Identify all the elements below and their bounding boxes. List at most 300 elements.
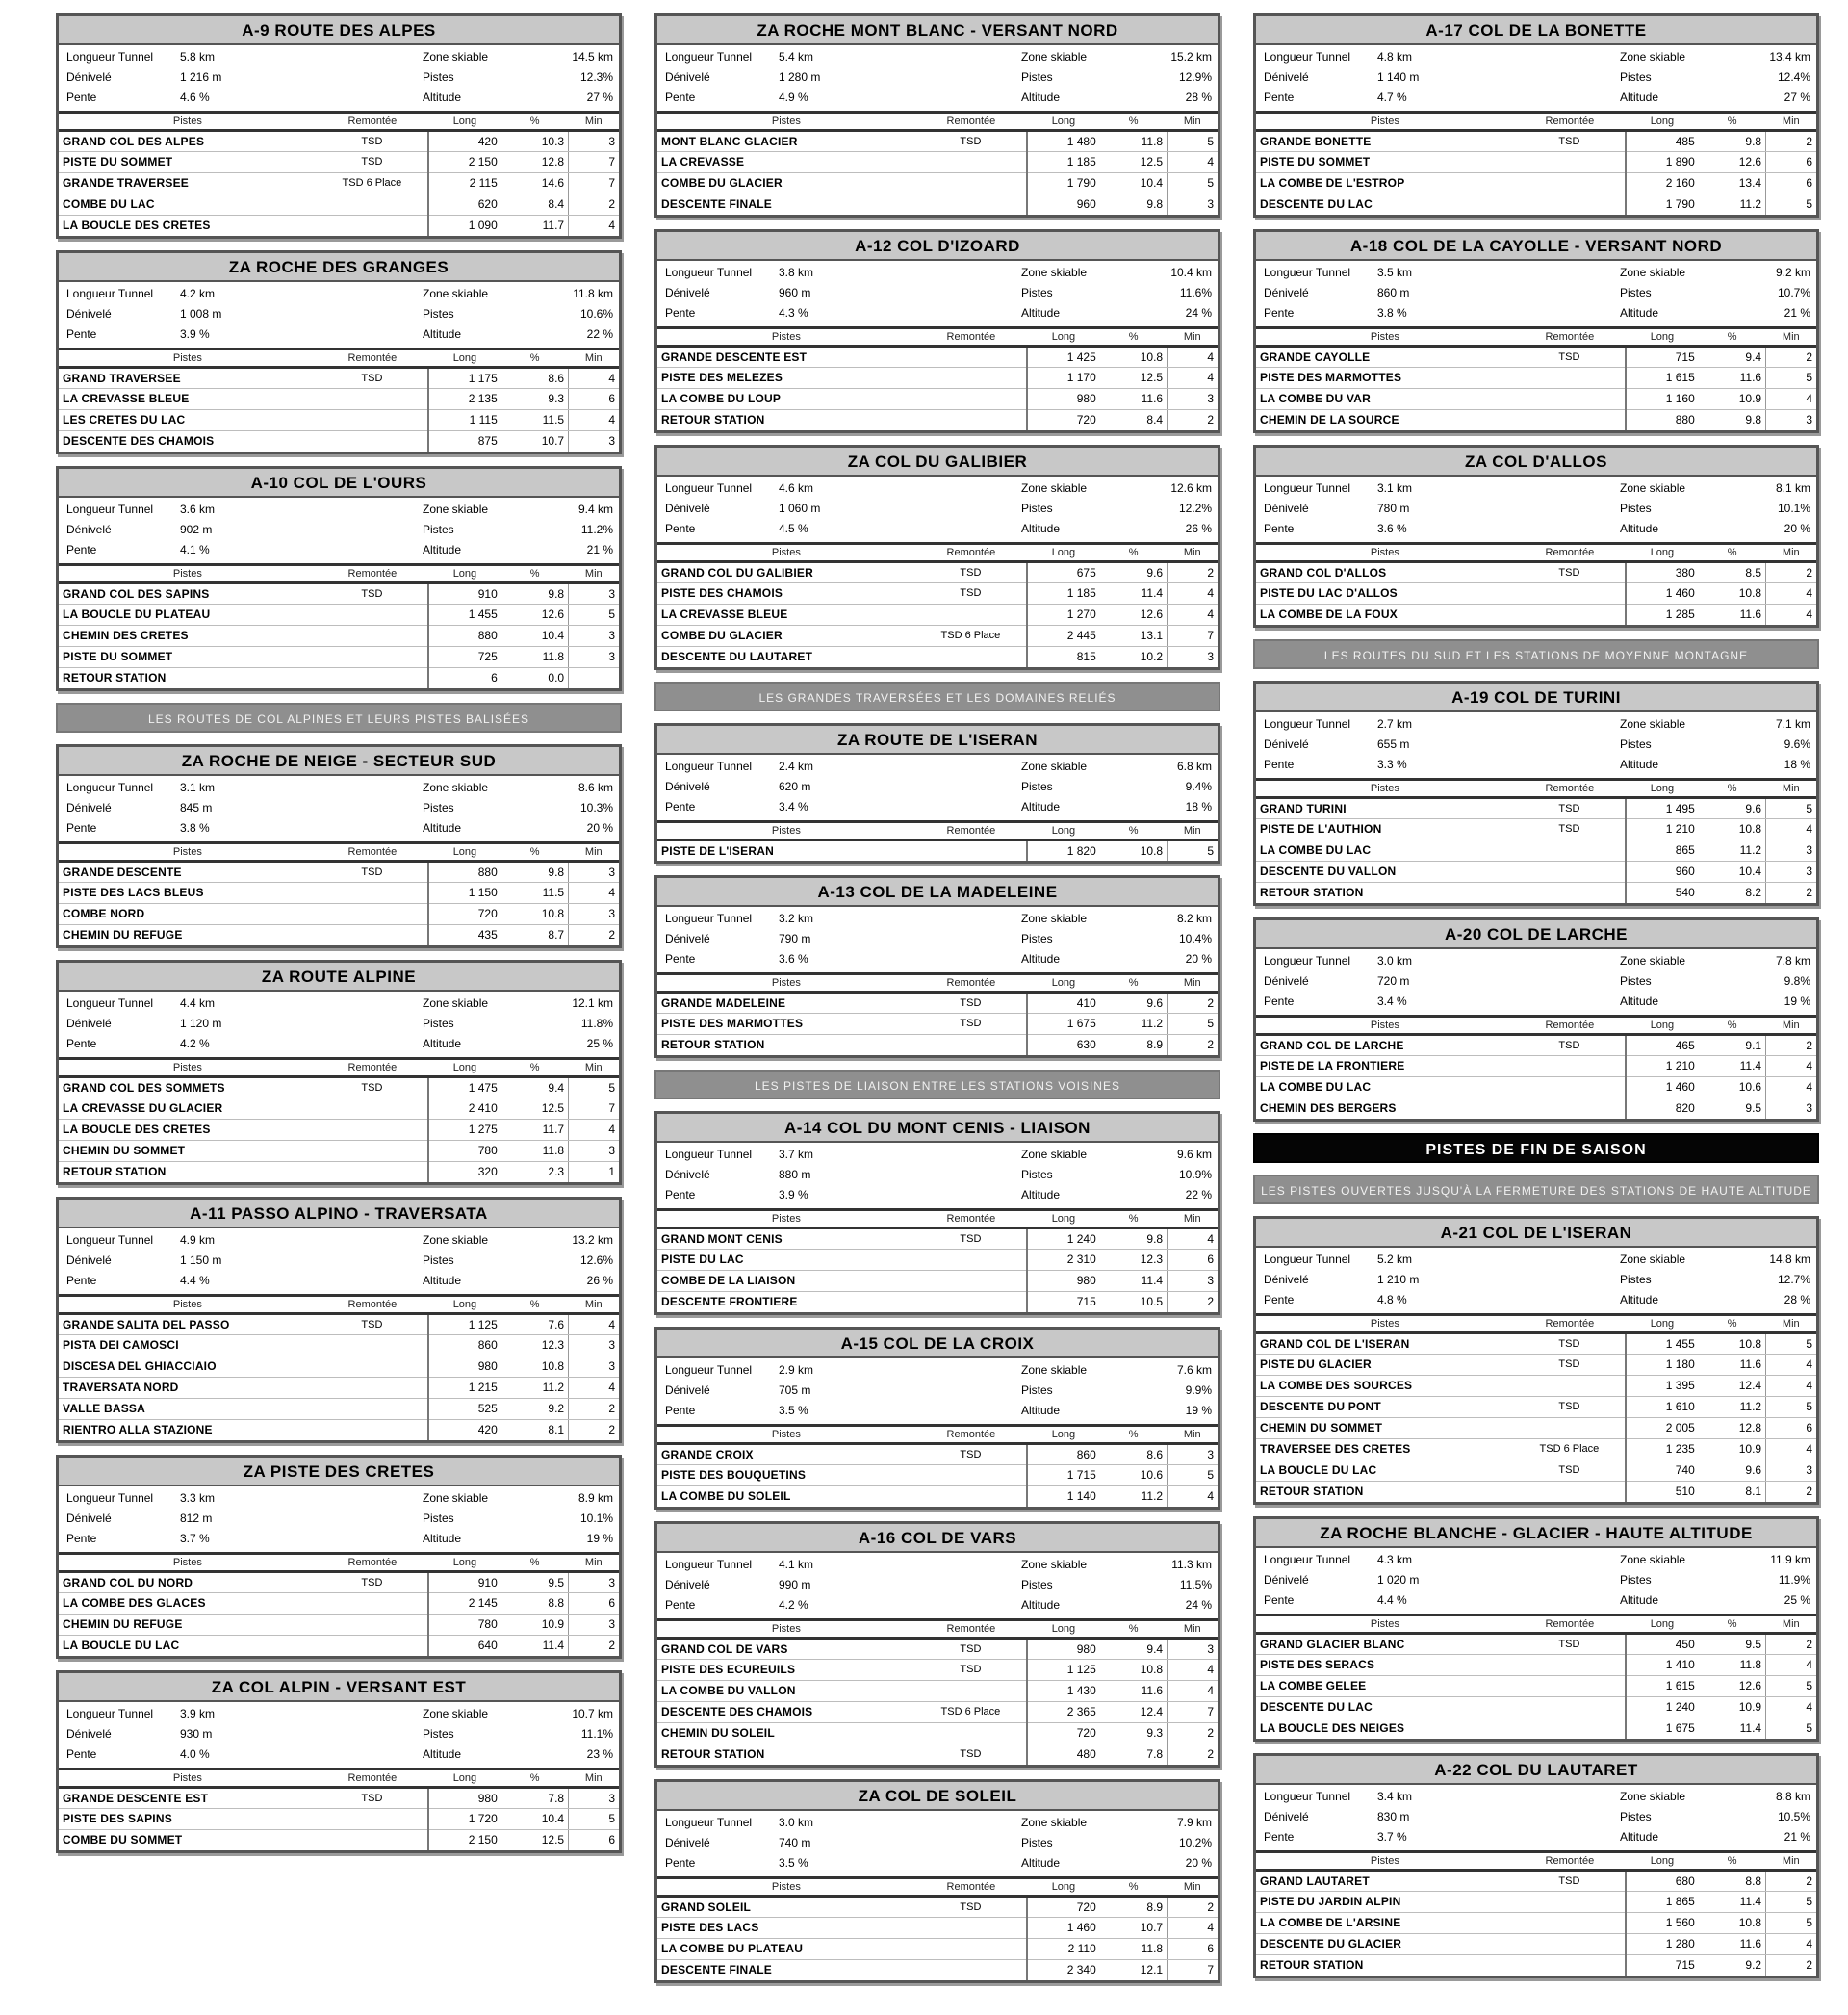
run-name: LA BOUCLE DU LAC bbox=[63, 1639, 180, 1653]
stat-spacer bbox=[871, 1854, 1021, 1873]
run-percent: 9.8 bbox=[1745, 413, 1762, 427]
stat-value: 8.1 km bbox=[1775, 481, 1810, 495]
run-name: PISTE DES BOUQUETINS bbox=[657, 1464, 915, 1485]
stat-label: Altitude bbox=[1021, 1856, 1061, 1870]
runs-table bbox=[1256, 545, 1816, 625]
stat-value: 9.4% bbox=[1185, 780, 1212, 793]
run-length: 860 bbox=[1027, 1443, 1100, 1464]
run-percent: 11.4 bbox=[1739, 1721, 1762, 1736]
run-name: RETOUR STATION bbox=[661, 413, 765, 427]
table-row bbox=[59, 1635, 619, 1656]
stat-value: 12.6 km bbox=[1170, 481, 1212, 495]
run-length: 980 bbox=[1027, 1638, 1100, 1659]
run-lift bbox=[1514, 1076, 1626, 1098]
stat-value: 26 % bbox=[1185, 522, 1212, 535]
run-lift: TSD bbox=[1514, 1034, 1626, 1055]
stat-label: Altitude bbox=[1620, 306, 1659, 320]
stat-value: 10.7 km bbox=[572, 1707, 613, 1720]
stat-label: Pente bbox=[665, 1404, 696, 1417]
run-minutes: 4 bbox=[1766, 388, 1816, 409]
route-title: A-14 COL DU MONT CENIS - LIAISON bbox=[657, 1114, 1218, 1143]
run-length: 715 bbox=[1626, 346, 1699, 367]
route-block bbox=[654, 229, 1220, 433]
table-row bbox=[59, 151, 619, 172]
stat-spacer bbox=[1470, 1291, 1620, 1309]
column-2 bbox=[654, 13, 1220, 1995]
runs-table bbox=[657, 1879, 1218, 1980]
stat-label: Pistes bbox=[1021, 502, 1053, 515]
run-lift bbox=[317, 667, 428, 688]
header-min: Min bbox=[1168, 1211, 1218, 1227]
run-length: 1 820 bbox=[1066, 843, 1096, 858]
run-minutes: 5 bbox=[569, 1808, 619, 1829]
stat-label: Zone skiable bbox=[423, 781, 489, 794]
run-minutes: 2 bbox=[1168, 561, 1218, 582]
stat-label: Longueur Tunnel bbox=[1264, 266, 1351, 279]
stat-label: Pistes bbox=[1620, 974, 1652, 988]
run-name: PISTE DE L'ISERAN bbox=[661, 843, 774, 858]
run-length: 960 bbox=[1626, 861, 1699, 882]
run-lift: TSD bbox=[915, 1013, 1027, 1034]
header-pct: % bbox=[1699, 329, 1766, 346]
stat-value: 26 % bbox=[586, 1274, 613, 1287]
runs-table bbox=[59, 350, 619, 452]
route-stats bbox=[657, 1358, 1218, 1427]
header-remontee: Remontée bbox=[1514, 545, 1626, 561]
stat-label: Longueur Tunnel bbox=[1264, 717, 1351, 731]
run-name: PISTE DU SOMMET bbox=[59, 646, 317, 667]
route-block bbox=[56, 13, 622, 239]
run-length: 720 bbox=[1027, 1896, 1100, 1917]
stat-label: Zone skiable bbox=[1620, 1790, 1686, 1803]
run-minutes: 5 bbox=[1766, 1396, 1816, 1417]
header-remontee: Remontée bbox=[317, 350, 428, 367]
stat-value: 4.6 % bbox=[180, 90, 210, 104]
stat-label: Longueur Tunnel bbox=[665, 1363, 753, 1377]
run-lift: TSD bbox=[915, 561, 1027, 582]
run-name: RETOUR STATION bbox=[63, 1165, 167, 1179]
stat-label: Pistes bbox=[1021, 1168, 1053, 1181]
stat-value: 4.2 % bbox=[180, 1037, 210, 1050]
section-banner: LES ROUTES DE COL ALPINES ET LEURS PISTES BALISÉES bbox=[56, 703, 622, 733]
stat-value: 830 m bbox=[1377, 1810, 1410, 1823]
stat-value: 3.1 km bbox=[1377, 481, 1413, 495]
run-name: PISTE DE L'AUTHION bbox=[1256, 818, 1514, 840]
run-lift: TSD bbox=[915, 130, 1027, 151]
run-length: 1 560 bbox=[1626, 1912, 1699, 1933]
run-minutes: 2 bbox=[569, 1635, 619, 1656]
stat-value: 13.4 km bbox=[1769, 50, 1810, 64]
run-minutes: 6 bbox=[1168, 1249, 1218, 1270]
table-row bbox=[1256, 1718, 1816, 1739]
table-row bbox=[1256, 1098, 1816, 1119]
stat-label: Pente bbox=[665, 1188, 696, 1201]
run-minutes: 4 bbox=[569, 1119, 619, 1140]
run-length: 960 bbox=[1076, 197, 1096, 212]
run-percent: 10.8 bbox=[1100, 1659, 1168, 1680]
header-pct: % bbox=[501, 114, 569, 130]
header-remontee: Remontée bbox=[317, 844, 428, 861]
run-name: CHEMIN DES CRETES bbox=[59, 625, 317, 646]
run-minutes: 3 bbox=[1168, 1270, 1218, 1291]
run-length: 1 185 bbox=[1027, 151, 1100, 172]
run-length: 725 bbox=[428, 646, 501, 667]
stat-value: 4.9 % bbox=[779, 90, 808, 104]
run-name: DISCESA DEL GHIACCIAIO bbox=[59, 1356, 317, 1377]
run-length: 2 160 bbox=[1626, 172, 1699, 194]
table-row bbox=[657, 409, 1218, 430]
run-lift bbox=[1514, 388, 1626, 409]
run-lift bbox=[915, 1938, 1027, 1959]
route-block bbox=[654, 13, 1220, 218]
stat-spacer bbox=[1470, 1808, 1620, 1826]
run-lift bbox=[1514, 1912, 1626, 1933]
stat-value: 9.9% bbox=[1185, 1383, 1212, 1397]
run-lift bbox=[317, 1614, 428, 1635]
stat-label: Pistes bbox=[1620, 502, 1652, 515]
run-name: LA COMBE DU VAR bbox=[1256, 388, 1514, 409]
run-percent: 8.4 bbox=[1146, 413, 1164, 427]
run-minutes: 3 bbox=[1168, 194, 1218, 215]
stat-label: Pistes bbox=[423, 523, 454, 536]
stat-label: Zone skiable bbox=[423, 50, 489, 64]
route-block bbox=[56, 744, 622, 948]
run-name: RETOUR STATION bbox=[1260, 1485, 1364, 1499]
run-minutes: 2 bbox=[1766, 561, 1816, 582]
run-lift bbox=[317, 1140, 428, 1161]
header-long: Long bbox=[1027, 545, 1100, 561]
stat-value: 24 % bbox=[1185, 306, 1212, 320]
run-lift bbox=[1514, 1891, 1626, 1912]
run-name: DESCENTE DES CHAMOIS bbox=[657, 1701, 915, 1722]
run-name: PISTE DES LACS bbox=[657, 1917, 915, 1938]
table-row bbox=[657, 1227, 1218, 1249]
run-lift: TSD bbox=[1514, 561, 1626, 582]
route-stats bbox=[59, 1702, 619, 1770]
stat-spacer bbox=[272, 325, 423, 344]
route-title: ZA COL ALPIN - VERSANT EST bbox=[59, 1673, 619, 1702]
stat-value: 27 % bbox=[586, 90, 613, 104]
stat-label: Pente bbox=[66, 821, 97, 835]
run-name: PISTE DU SOMMET bbox=[59, 151, 317, 172]
stat-label: Dénivelé bbox=[1264, 737, 1309, 751]
column-1 bbox=[56, 13, 622, 1865]
stat-label: Altitude bbox=[423, 1274, 462, 1287]
table-row bbox=[657, 1701, 1218, 1722]
run-length: 720 bbox=[1076, 413, 1096, 427]
run-length: 980 bbox=[1027, 388, 1100, 409]
stat-label: Altitude bbox=[1021, 1598, 1061, 1612]
run-lift bbox=[1514, 1481, 1626, 1502]
run-name: PISTE DU SOMMET bbox=[1256, 151, 1514, 172]
run-length: 2 445 bbox=[1027, 625, 1100, 646]
stat-label: Altitude bbox=[423, 90, 462, 104]
stat-value: 4.8 km bbox=[1377, 50, 1413, 64]
header-remontee: Remontée bbox=[1514, 114, 1626, 130]
table-row bbox=[1256, 797, 1816, 818]
runs-table bbox=[59, 114, 619, 236]
header-long: Long bbox=[1626, 1018, 1699, 1034]
stat-label: Pente bbox=[1264, 758, 1295, 771]
table-row bbox=[59, 215, 619, 236]
run-lift bbox=[1514, 409, 1626, 430]
route-stats bbox=[1256, 261, 1816, 329]
runs-header-row bbox=[657, 823, 1218, 840]
stat-label: Zone skiable bbox=[1620, 1253, 1686, 1266]
stat-value: 3.6 % bbox=[1377, 522, 1407, 535]
stat-value: 10.7% bbox=[1777, 286, 1810, 299]
stat-value: 4.3 km bbox=[1377, 1553, 1413, 1566]
stat-value: 12.3% bbox=[579, 70, 613, 84]
header-piste: Pistes bbox=[657, 1621, 915, 1638]
stat-label: Zone skiable bbox=[1021, 481, 1088, 495]
run-length: 1 240 bbox=[1626, 1696, 1699, 1718]
stat-label: Zone skiable bbox=[423, 1233, 489, 1247]
run-percent: 11.8 bbox=[501, 1140, 569, 1161]
column-3 bbox=[1253, 13, 1819, 1990]
stat-label: Dénivelé bbox=[66, 523, 112, 536]
run-name: LA COMBE DE L'ESTROP bbox=[1256, 172, 1514, 194]
stat-label: Pistes bbox=[423, 1727, 454, 1741]
run-percent: 10.9 bbox=[1699, 1696, 1766, 1718]
table-row bbox=[59, 604, 619, 625]
header-pct: % bbox=[1100, 114, 1168, 130]
header-remontee: Remontée bbox=[317, 1770, 428, 1787]
table-row bbox=[657, 367, 1218, 388]
stat-label: Longueur Tunnel bbox=[1264, 954, 1351, 968]
stat-label: Longueur Tunnel bbox=[1264, 481, 1351, 495]
run-percent: 0.0 bbox=[548, 671, 565, 685]
run-name: LA COMBE DU VALLON bbox=[657, 1680, 915, 1701]
route-stats bbox=[59, 498, 619, 566]
runs-table bbox=[1256, 1018, 1816, 1119]
header-pct: % bbox=[1699, 114, 1766, 130]
route-block bbox=[56, 466, 622, 691]
stat-spacer bbox=[871, 1596, 1021, 1615]
stat-value: 4.7 % bbox=[1377, 90, 1407, 104]
runs-header-row bbox=[657, 1427, 1218, 1443]
stat-label: Pistes bbox=[423, 70, 454, 84]
stat-label: Zone skiable bbox=[423, 1707, 489, 1720]
table-row bbox=[1256, 1055, 1816, 1076]
route-block bbox=[654, 1521, 1220, 1768]
stat-label: Zone skiable bbox=[1620, 717, 1686, 731]
run-minutes: 5 bbox=[1168, 1013, 1218, 1034]
run-minutes: 5 bbox=[1766, 194, 1816, 215]
table-row bbox=[59, 1377, 619, 1398]
header-long: Long bbox=[1626, 329, 1699, 346]
run-length: 480 bbox=[1076, 1747, 1096, 1762]
stat-label: Altitude bbox=[423, 1037, 462, 1050]
run-percent: 11.2 bbox=[1699, 840, 1766, 861]
stat-label: Dénivelé bbox=[665, 932, 710, 945]
run-percent: 7.6 bbox=[501, 1313, 569, 1334]
header-min: Min bbox=[1766, 1853, 1816, 1870]
route-block bbox=[1253, 917, 1819, 1122]
run-minutes: 7 bbox=[569, 151, 619, 172]
stat-value: 10.4% bbox=[1178, 932, 1212, 945]
run-name: DESCENTE DU PONT bbox=[1256, 1396, 1514, 1417]
stat-value: 780 m bbox=[1377, 502, 1410, 515]
stat-spacer bbox=[1470, 736, 1620, 754]
run-lift bbox=[317, 1377, 428, 1398]
stat-label: Altitude bbox=[423, 327, 462, 341]
header-long: Long bbox=[428, 1555, 501, 1571]
stat-label: Pente bbox=[665, 1856, 696, 1870]
run-length: 1 425 bbox=[1027, 346, 1100, 367]
header-remontee: Remontée bbox=[317, 114, 428, 130]
run-percent: 10.6 bbox=[1100, 1464, 1168, 1485]
run-lift bbox=[915, 1270, 1027, 1291]
stat-value: 14.8 km bbox=[1769, 1253, 1810, 1266]
run-minutes: 4 bbox=[1168, 1680, 1218, 1701]
run-minutes: 5 bbox=[1766, 1332, 1816, 1354]
stat-label: Longueur Tunnel bbox=[66, 1707, 154, 1720]
run-minutes: 3 bbox=[569, 1571, 619, 1592]
run-length: 1 115 bbox=[428, 409, 501, 430]
run-percent: 10.7 bbox=[541, 434, 565, 449]
run-name: PISTE DU LAC bbox=[657, 1249, 915, 1270]
table-row bbox=[657, 194, 1218, 215]
run-lift bbox=[1514, 1654, 1626, 1675]
table-row bbox=[59, 667, 619, 688]
run-name: GRAND COL DES SAPINS bbox=[59, 582, 317, 604]
route-stats bbox=[1256, 1785, 1816, 1853]
header-min: Min bbox=[1766, 781, 1816, 797]
stat-value: 8.9 km bbox=[578, 1491, 613, 1505]
stat-value: 3.4 % bbox=[1377, 995, 1407, 1008]
run-length: 815 bbox=[1076, 650, 1096, 664]
run-name: PISTE DE LA FRONTIERE bbox=[1256, 1055, 1514, 1076]
route-title: A-18 COL DE LA CAYOLLE - VERSANT NORD bbox=[1256, 232, 1816, 261]
stat-value: 28 % bbox=[1784, 1293, 1810, 1306]
run-lift: TSD bbox=[317, 130, 428, 151]
run-minutes: 3 bbox=[1766, 840, 1816, 861]
run-length: 6 bbox=[491, 671, 498, 685]
run-percent: 9.8 bbox=[501, 582, 569, 604]
stat-label: Dénivelé bbox=[665, 1168, 710, 1181]
stat-label: Pente bbox=[665, 1598, 696, 1612]
header-piste: Pistes bbox=[59, 1770, 317, 1787]
table-row bbox=[657, 1659, 1218, 1680]
stat-label: Longueur Tunnel bbox=[66, 50, 154, 64]
table-row bbox=[657, 1464, 1218, 1485]
run-name: CHEMIN DU SOLEIL bbox=[657, 1722, 915, 1744]
table-row bbox=[1256, 1396, 1816, 1417]
stat-label: Altitude bbox=[1021, 800, 1061, 814]
run-lift bbox=[915, 1485, 1027, 1507]
header-long: Long bbox=[1626, 781, 1699, 797]
run-length: 2 340 bbox=[1066, 1963, 1096, 1977]
run-lift bbox=[1514, 1675, 1626, 1696]
table-row bbox=[657, 1270, 1218, 1291]
run-name: LA BOUCLE DES NEIGES bbox=[1260, 1721, 1405, 1736]
header-min: Min bbox=[1766, 545, 1816, 561]
runs-table bbox=[657, 975, 1218, 1055]
run-length: 2 150 bbox=[468, 1833, 498, 1847]
header-remontee: Remontée bbox=[915, 114, 1027, 130]
run-lift bbox=[915, 604, 1027, 625]
header-long: Long bbox=[1027, 114, 1100, 130]
run-length: 680 bbox=[1626, 1870, 1699, 1891]
route-block bbox=[1253, 681, 1819, 906]
run-percent: 9.5 bbox=[1699, 1633, 1766, 1654]
route-block bbox=[1253, 13, 1819, 218]
run-percent: 10.4 bbox=[501, 625, 569, 646]
run-minutes: 4 bbox=[1766, 1933, 1816, 1954]
run-length: 740 bbox=[1626, 1460, 1699, 1481]
stat-label: Longueur Tunnel bbox=[665, 1148, 753, 1161]
run-minutes: 2 bbox=[1766, 1633, 1816, 1654]
stat-label: Altitude bbox=[1620, 90, 1659, 104]
stat-label: Pente bbox=[665, 800, 696, 814]
run-length: 510 bbox=[1675, 1485, 1695, 1499]
run-lift bbox=[1514, 1933, 1626, 1954]
run-name: PISTE DES CHAMOIS bbox=[657, 582, 915, 604]
run-lift bbox=[915, 151, 1027, 172]
section-banner: LES PISTES OUVERTES JUSQU'À LA FERMETURE DES STATIONS DE HAUTE ALTITUDE bbox=[1253, 1175, 1819, 1204]
header-long: Long bbox=[428, 350, 501, 367]
run-length: 1 715 bbox=[1027, 1464, 1100, 1485]
stat-spacer bbox=[871, 758, 1021, 776]
stat-value: 12.2% bbox=[1178, 502, 1212, 515]
header-min: Min bbox=[1168, 823, 1218, 840]
header-long: Long bbox=[1626, 1616, 1699, 1633]
stat-value: 23 % bbox=[586, 1747, 613, 1761]
header-min: Min bbox=[569, 844, 619, 861]
table-row bbox=[657, 1249, 1218, 1270]
stat-label: Pistes bbox=[1021, 70, 1053, 84]
stat-spacer bbox=[1470, 479, 1620, 498]
run-lift bbox=[317, 430, 428, 452]
stat-value: 11.8 km bbox=[573, 287, 613, 300]
table-row bbox=[59, 861, 619, 882]
run-length: 1 460 bbox=[1027, 1917, 1100, 1938]
header-long: Long bbox=[428, 844, 501, 861]
stat-spacer bbox=[871, 284, 1021, 302]
table-row bbox=[1256, 130, 1816, 151]
runs-table bbox=[657, 114, 1218, 215]
stat-value: 10.5% bbox=[1777, 1810, 1810, 1823]
header-pct: % bbox=[1699, 545, 1766, 561]
header-remontee: Remontée bbox=[1514, 781, 1626, 797]
stat-value: 3.9 km bbox=[180, 1707, 216, 1720]
header-piste: Pistes bbox=[1256, 781, 1514, 797]
run-length: 1 495 bbox=[1626, 797, 1699, 818]
route-block bbox=[1253, 1516, 1819, 1742]
run-lift bbox=[317, 1119, 428, 1140]
stat-label: Longueur Tunnel bbox=[1264, 50, 1351, 64]
run-name: PISTE DES LACS BLEUS bbox=[59, 882, 317, 903]
run-name: GRANDE DESCENTE EST bbox=[59, 1787, 317, 1808]
table-row bbox=[1256, 604, 1816, 625]
run-minutes: 2 bbox=[569, 924, 619, 945]
stat-label: Pistes bbox=[423, 1511, 454, 1525]
run-name: PISTE DES ECUREUILS bbox=[657, 1659, 915, 1680]
stat-label: Pente bbox=[66, 90, 97, 104]
stat-label: Altitude bbox=[423, 543, 462, 556]
run-length: 980 bbox=[1027, 1270, 1100, 1291]
table-row bbox=[657, 1917, 1218, 1938]
table-row bbox=[1256, 1654, 1816, 1675]
stat-value: 3.8 % bbox=[180, 821, 210, 835]
run-percent: 11.2 bbox=[1699, 1396, 1766, 1417]
stat-label: Pistes bbox=[423, 1253, 454, 1267]
run-minutes: 4 bbox=[1766, 818, 1816, 840]
stat-label: Zone skiable bbox=[1021, 1363, 1088, 1377]
run-percent: 8.6 bbox=[501, 367, 569, 388]
run-minutes: 5 bbox=[1168, 130, 1218, 151]
